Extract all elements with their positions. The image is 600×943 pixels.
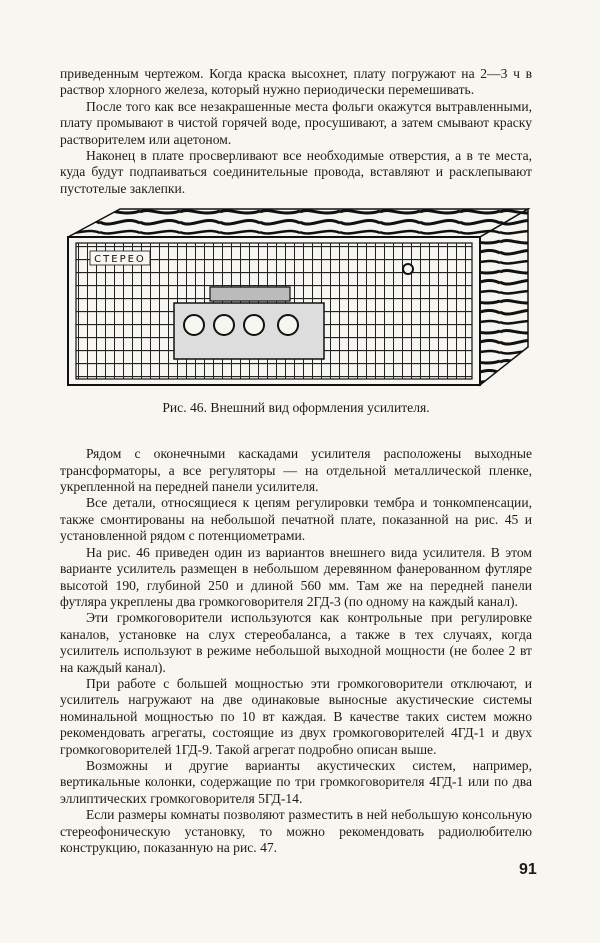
page-body — [60, 66, 532, 856]
paragraph: На рис. 46 приведен один из вариантов внешнего вида усилителя. В этом варианте усилитель размещен в небольшом деревянном фанерованном футляре высотой 190, глубиной 250 и длиной 560 мм. Там же на передней панели футляра укреплены два громкоговорителя 2ГД-3 (по одному на каждый канал). — [60, 544, 532, 609]
paragraph: Эти громкоговорители используются как контрольные при регулировке каналов, установке на слух стереобаланса, а также в тех случаях, когда усилитель используют в режиме небольшой выходной мощности (не более 2 вт на каждый канал). — [60, 610, 532, 675]
figure-amplifier — [60, 207, 532, 392]
cabinet-side — [480, 209, 528, 385]
control-knob-icon — [278, 315, 298, 335]
paragraph: Рядом с оконечными каскадами усилителя расположены выходные трансформаторы, а все регуляторы — на отдельной металлической пленке, укрепленной на передней панели усилителя. — [60, 446, 532, 495]
paragraph: Наконец в плате просверливают все необходимые отверстия, а в те места, куда будут подпаиваться соединительные провода, вставляют и расклепывают пустотелые заклепки. — [60, 148, 532, 196]
control-knob-icon — [214, 315, 234, 335]
paragraph: Все детали, относящиеся к цепям регулировки тембра и тонкомпенсации, также смонтированы на небольшой печатной плате, показанной на рис. 45 и установленной рядом с потенциометрами. — [60, 495, 532, 544]
paragraph: После того как все незакрашенные места фольги окажутся вытравленными, плату промывают в чистой горячей воде, просушивают, а затем смывают краску растворителем или ацетоном. — [60, 98, 532, 147]
knob-icon — [403, 264, 413, 274]
paragraph: При работе с большей мощностью эти громкоговорители отключают, и усилитель нагружают на две одинаковые выносные акустические системы номинальной мощностью по 10 вт каждая. В качестве таких систем можно рекомендовать агрегаты, состоящие из двух громкоговорителей 4ГД-1 и двух громкоговорителей 1ГД-9. Такой агрегат подробно описан выше. — [60, 675, 532, 757]
paragraph: Возможны и другие варианты акустических систем, например, вертикальные колонки, содержащие по три громкоговорителя 4ГД-1 или по два эллиптических громкоговорителя 5ГД-14. — [60, 757, 532, 806]
page-number: 91 — [519, 861, 537, 878]
control-knob-icon — [184, 315, 204, 335]
cabinet-top — [68, 209, 528, 237]
display-window — [210, 287, 290, 301]
paragraph: приведенным чертежом. Когда краска высохнет, плату погружают на 2—3 ч в раствор хлорного железа, который нужно периодически перемешивать. — [60, 66, 532, 98]
panel-label: СТЕРЕО — [94, 254, 146, 266]
paragraph: Если размеры комнаты позволяют разместить в ней небольшую консольную стереофоническую установку, то можно рекомендовать радиолюбителю конструкцию, показанную на рис. 47. — [60, 807, 532, 855]
figure-caption: Рис. 46. Внешний вид оформления усилителя. — [162, 400, 430, 416]
amplifier-illustration — [60, 207, 532, 392]
control-knob-icon — [244, 315, 264, 335]
